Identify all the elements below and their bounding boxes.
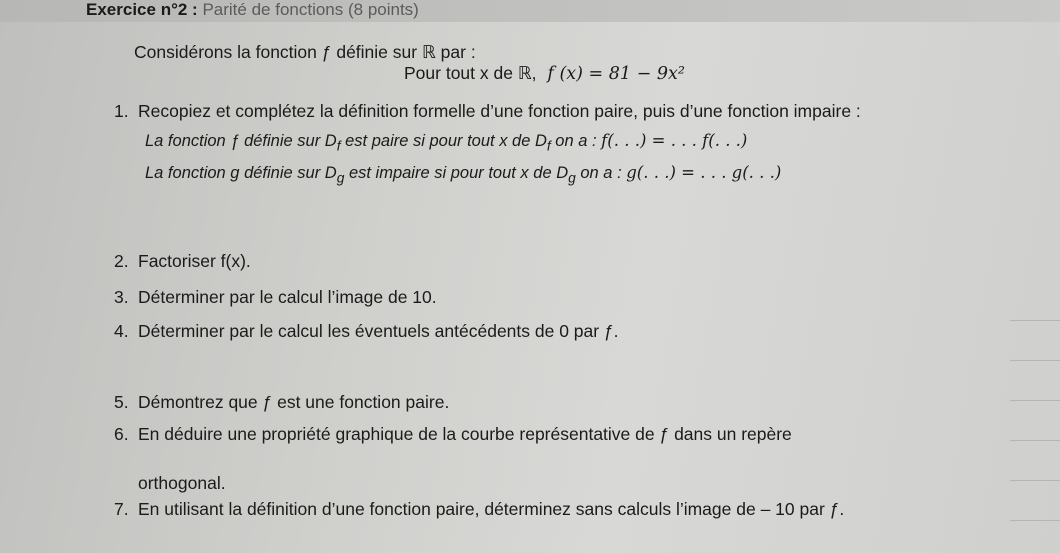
function-formula: f (x) = 81 − 9x² [547, 64, 685, 84]
exercise-subtitle: Parité de fonctions (8 points) [202, 0, 419, 19]
exercise-number: n°2 : [160, 0, 198, 19]
question-5: 5. Démontrez que ƒ est une fonction paire. [114, 392, 450, 412]
question-4: 4. Déterminer par le calcul les éventuels antécédents de 0 par ƒ. [114, 321, 619, 341]
question-7: 7. En utilisant la définition d’une fonction paire, déterminez sans calculs l’image de – 10 par ƒ. [114, 499, 845, 519]
exercise-label: Exercice [86, 0, 156, 19]
intro-line-1: Considérons la fonction ƒ définie sur ℝ par : [134, 42, 476, 62]
question-2: 2. Factoriser f(x). [114, 251, 251, 271]
definition-odd: La fonction g définie sur $D_g$ est impaire si pour tout x de $D_g$ on a : g(. . .) = . . . g(. . .) [145, 163, 782, 186]
background-notebook-lines [1000, 300, 1060, 553]
question-6-continued: orthogonal. [138, 473, 226, 493]
exercise-header [86, 0, 419, 20]
intro-line-2: Pour tout x de ℝ, f (x) = 81 − 9x² [404, 63, 685, 84]
question-3: 3. Déterminer par le calcul l’image de 10. [114, 287, 437, 307]
question-6: 6. En déduire une propriété graphique de la courbe représentative de ƒ dans un repère [114, 424, 792, 444]
definition-even: La fonction ƒ définie sur $D_f$ est paire si pour tout x de $D_f$ on a : f(. . .) = . . . f(. . .) [145, 131, 748, 154]
question-1: 1. Recopiez et complétez la définition formelle d’une fonction paire, puis d’une fonction impaire : [114, 101, 861, 121]
